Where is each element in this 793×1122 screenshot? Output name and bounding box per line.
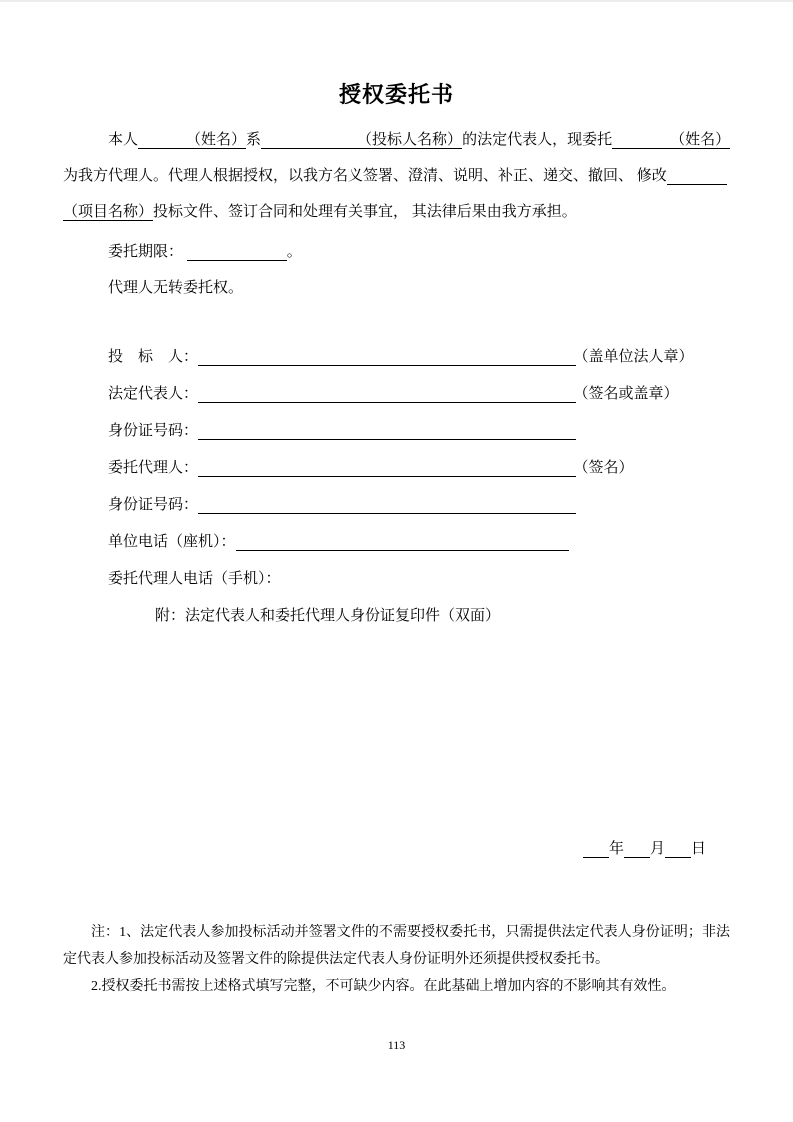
legal-rep-signature-row	[63, 376, 730, 413]
company-phone-label: 单位电话（座机）：	[108, 534, 236, 550]
project-hint-label: （项目名称）	[63, 204, 154, 220]
signature-block	[63, 339, 730, 598]
legal-rep-signature-blank	[198, 386, 576, 403]
agent-signature-row	[63, 450, 730, 487]
authorization-paragraph	[63, 122, 730, 230]
agent-label: 委托代理人：	[108, 460, 199, 476]
intro-text-consequences: 投标文件、签订合同和处理有关事宜， 其法律后果由我方承担。	[153, 204, 577, 220]
attachment-note-text: 附：法定代表人和委托代理人身份证复印件（双面）	[155, 608, 501, 624]
intro-text-legal-rep: 的法定代表人，现委托	[462, 132, 613, 148]
intro-text-authorization: 为我方代理人。代理人根据授权，以我方名义签署、澄清、说明、补正、递交、撤回、 修改	[63, 168, 667, 184]
intro-text-is: 系	[246, 132, 262, 148]
company-phone-blank	[236, 534, 569, 551]
name-hint-label-1: （姓名）	[186, 132, 247, 148]
agent-id-blank	[198, 497, 576, 514]
page-title: 授权委托书	[338, 82, 454, 107]
legal-rep-label: 法定代表人：	[108, 386, 199, 402]
entrust-period-line	[63, 234, 730, 270]
no-transfer-clause	[63, 270, 730, 306]
company-phone-row	[63, 524, 730, 561]
agent-name-blank	[612, 132, 670, 149]
date-year-label: 年	[608, 841, 624, 857]
legal-rep-id-blank	[198, 423, 576, 440]
intro-line-2	[63, 158, 730, 194]
entrust-period-terminator: 。	[286, 244, 302, 260]
entrust-period-blank	[187, 244, 287, 261]
footnote-1: 注：1、法定代表人参加投标活动并签署文件的不需要授权委托书，只需提供法定代表人身份证明；非法定代表人参加投标活动及签署文件的除提供法定代表人身份证明外还须提供授权委托书。	[63, 925, 730, 967]
agent-id-label: 身份证号码：	[108, 497, 199, 513]
agent-phone-label: 委托代理人电话（手机）：	[108, 571, 281, 587]
footnote-2: 2.授权委托书需按上述格式填写完整，不可缺少内容。在此基础上增加内容的不影响其有效性。	[91, 979, 676, 994]
no-transfer-text: 代理人无转委托权。	[108, 280, 244, 296]
legal-rep-id-row	[63, 413, 730, 450]
attachment-note	[63, 598, 730, 635]
date-year-blank	[583, 841, 609, 858]
agent-signature-blank	[198, 460, 576, 477]
bidder-signature-row	[63, 339, 730, 376]
intro-text-principal: 本人	[108, 132, 139, 148]
date-day-blank	[665, 841, 691, 858]
entrust-period-label: 委托期限：	[108, 244, 184, 260]
page-number: 113	[387, 1038, 406, 1052]
legal-rep-id-label: 身份证号码：	[108, 423, 199, 439]
bidder-seal-hint: （盖单位法人章）	[581, 349, 694, 365]
legal-rep-sign-hint: （签名或盖章）	[581, 386, 679, 402]
agent-phone-row	[63, 561, 730, 598]
bidder-signature-blank	[198, 349, 576, 366]
intro-line-3	[63, 194, 730, 230]
bidder-hint-label: （投标人名称）	[357, 132, 463, 148]
name-hint-label-2: （姓名）	[670, 132, 731, 148]
intro-line-1	[63, 122, 730, 158]
agent-id-row	[63, 487, 730, 524]
date-line	[63, 831, 730, 867]
date-month-label: 月	[649, 841, 665, 857]
principal-name-blank	[138, 132, 186, 149]
agent-sign-hint: （签名）	[581, 460, 634, 476]
date-day-label: 日	[690, 841, 706, 857]
bidder-label: 投 标 人：	[108, 349, 199, 365]
date-month-blank	[624, 841, 650, 858]
footnotes	[63, 919, 730, 1000]
project-name-blank	[667, 168, 727, 185]
bidder-name-blank	[261, 132, 357, 149]
